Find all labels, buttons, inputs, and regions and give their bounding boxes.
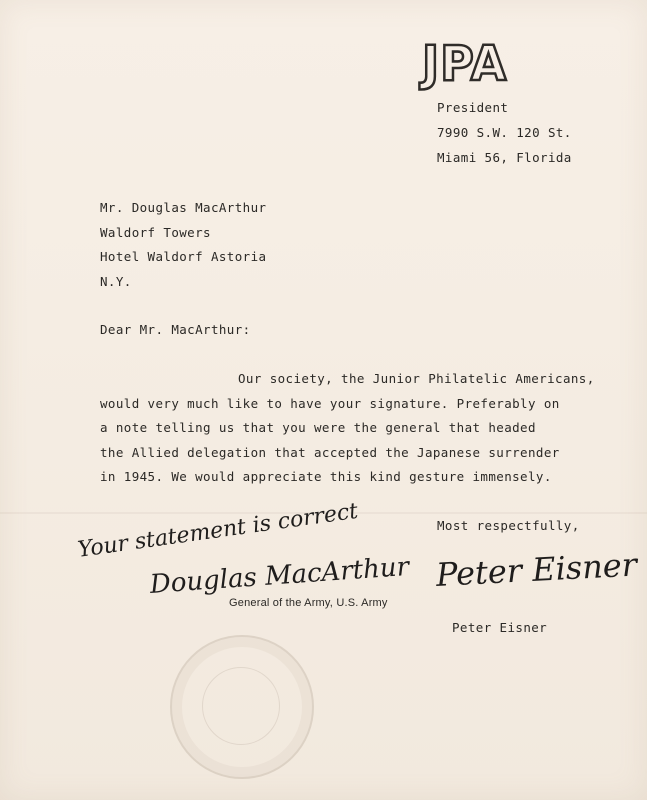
letterhead-address-line1: 7990 S.W. 120 St.	[437, 125, 572, 140]
typed-name: Peter Eisner	[452, 620, 548, 635]
body-line: would very much like to have your signature. Preferably on	[100, 396, 560, 411]
body-line: the Allied delegation that accepted the Japanese surrender	[100, 445, 560, 460]
recipient-line4: N.Y.	[100, 274, 132, 289]
recipient-line1: Mr. Douglas MacArthur	[100, 200, 267, 215]
closing-text: Most respectfully,	[437, 518, 580, 533]
letterhead-title: President	[437, 100, 509, 115]
body-line: Our society, the Junior Philatelic Americans,	[238, 371, 595, 386]
reply-title: General of the Army, U.S. Army	[229, 597, 388, 609]
embossed-seal	[170, 635, 314, 779]
body-line: in 1945. We would appreciate this kind gesture immensely.	[100, 469, 552, 484]
letterhead-address-line2: Miami 56, Florida	[437, 150, 572, 165]
handwritten-note: Your statement is correct	[76, 498, 360, 563]
eisner-signature: Peter Eisner	[435, 545, 638, 594]
macarthur-signature: Douglas MacArthur	[148, 551, 410, 600]
seal-inner-ring	[202, 667, 280, 745]
recipient-line3: Hotel Waldorf Astoria	[100, 249, 267, 264]
body-line: a note telling us that you were the general that headed	[100, 420, 536, 435]
jpa-logo: JPA	[422, 34, 508, 92]
salutation: Dear Mr. MacArthur:	[100, 322, 251, 337]
recipient-line2: Waldorf Towers	[100, 225, 211, 240]
